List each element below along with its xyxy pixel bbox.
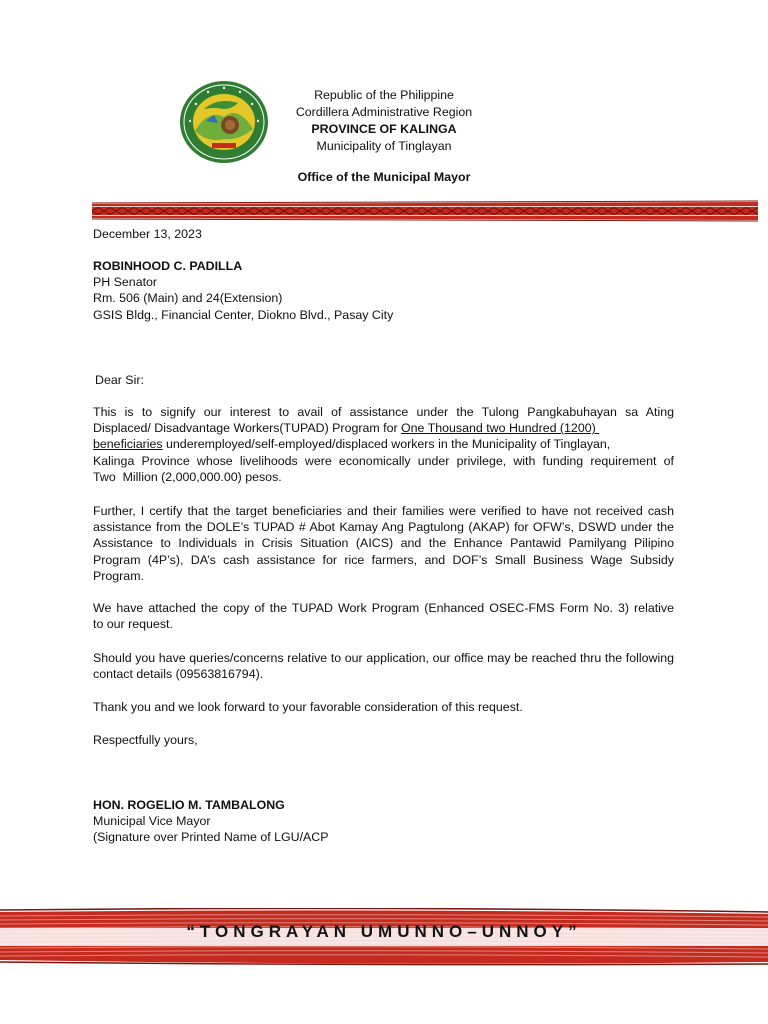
letterhead-country: Republic of the Philippine [314, 88, 454, 102]
letter-date: December 13, 2023 [93, 227, 202, 241]
beneficiaries-term: beneficiaries [93, 437, 163, 452]
paragraph-request-line: Kalinga Province whose livelihoods were economically under privilege, with funding requirement of [93, 453, 674, 468]
recipient-name: ROBINHOOD C. PADILLA [93, 259, 243, 273]
letterhead-province: PROVINCE OF KALINGA [311, 122, 457, 136]
paragraph-attachment [93, 600, 674, 632]
paragraph-attachment-line: to our request. [93, 617, 173, 632]
motto: “TONGRAYAN UMUNNO–UNNOY” [186, 922, 582, 941]
paragraph-request-line [93, 420, 674, 436]
paragraph-contact: Should you have queries/concerns relative to our application, our office may be reached thru the following contact details (09563816794). [93, 651, 674, 682]
paragraph-certification: Further, I certify that the target beneficiaries and their families were verified to have not received cash assistance from the DOLE’s TUPAD # Abot Kamay Ang Pagtulong (AKAP) for OFW’s, DSWD under the Assistance to Individuals in Crisis Situation (AICS) and the Enhance Pantawid Pamilyang Pilipino Program (4P’s), DA’s cash assistance for rice farmers, and DOF’s Small Business Wage Subsidy Program. [93, 504, 674, 583]
paragraph-request [93, 404, 674, 485]
paragraph-request-line: This is to signify our interest to avail of assistance under the Tulong Pangkabuhayan sa Ating [93, 405, 674, 419]
signature-block [93, 797, 329, 846]
recipient-title: PH Senator [93, 275, 158, 290]
paragraph-thanks: Thank you and we look forward to your favorable consideration of this request. [93, 700, 523, 714]
office-title: Office of the Municipal Mayor [297, 170, 471, 184]
recipient-block [93, 258, 393, 323]
letterhead [260, 87, 508, 155]
salutation: Dear Sir: [95, 373, 144, 387]
signatory-name: HON. ROGELIO M. TAMBALONG [93, 798, 285, 812]
recipient-room: Rm. 506 (Main) and 24(Extension) [93, 291, 283, 306]
recipient-address: GSIS Bldg., Financial Center, Diokno Blvd., Pasay City [93, 307, 394, 322]
closing: Respectfully yours, [93, 733, 198, 747]
woven-band-top [92, 200, 758, 222]
paragraph-request-line [93, 436, 674, 452]
paragraph-attachment-line: We have attached the copy of the TUPAD Work Program (Enhanced OSEC-FMS Form No. 3) relative [93, 601, 674, 615]
municipal-seal-icon [178, 79, 270, 165]
signatory-position: Municipal Vice Mayor [93, 814, 211, 829]
signatory-note: (Signature over Printed Name of LGU/ACP [93, 830, 329, 845]
letterhead-region: Cordillera Administrative Region [295, 105, 473, 119]
text-span: underemployed/self-employed/displaced workers in the Municipality of Tinglayan, [162, 437, 611, 452]
paragraph-request-line: Two Million (2,000,000.00) pesos. [93, 469, 282, 484]
beneficiary-count: One Thousand two Hundred (1200) [401, 421, 600, 436]
text-span: Displaced/ Disadvantage Workers(TUPAD) Program for [93, 421, 402, 436]
letterhead-municipality: Municipality of Tinglayan [316, 139, 452, 153]
